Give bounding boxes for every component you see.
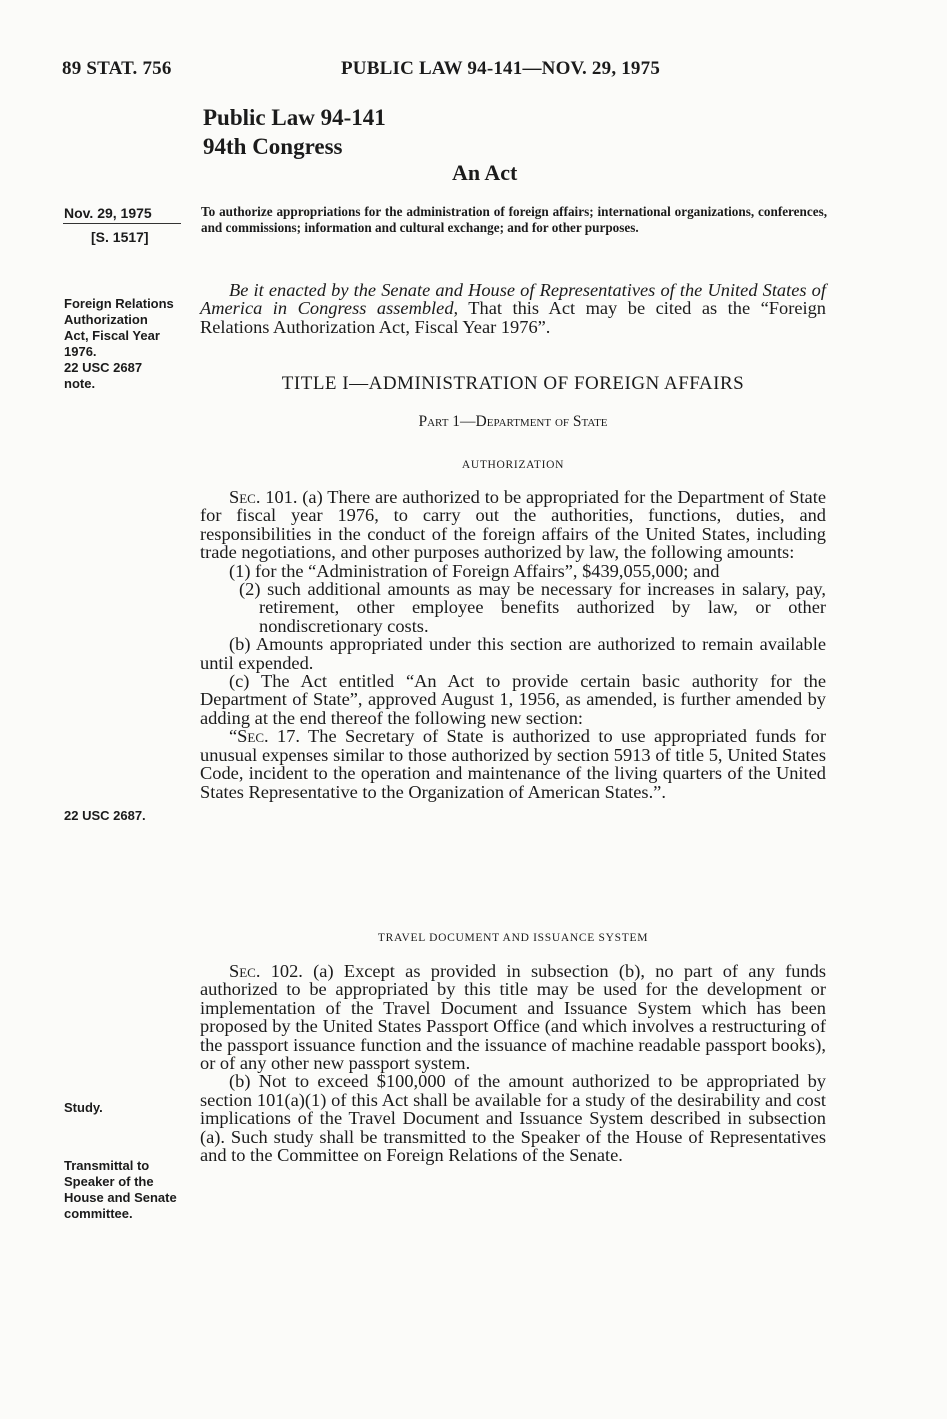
- title-heading: TITLE I—ADMINISTRATION OF FOREIGN AFFAIRS: [281, 373, 745, 394]
- sec101-a-text: 101. (a) There are authorized to be appropriated for the Department of State for fiscal year 1976, to carry out the authorities, functions, duties, and responsibilities in the conduct of the foreign affairs of the United States, including trade negotiations, and other purposes authorized by law, the following amounts:: [200, 487, 826, 563]
- margin-transmittal: [64, 1158, 177, 1222]
- margin-date: Nov. 29, 1975: [64, 205, 152, 221]
- margin-short-title-line: Foreign Relations: [64, 296, 174, 311]
- sec17-body: 17. The Secretary of State is authorized to use appropriated funds for unusual expenses similar to those authorized by section 5913 of title 5, United States Code, incident to the operation and maintenance of the living quarters of the United States Representative to the Organization of American States.”.: [200, 726, 826, 802]
- margin-transmittal-line: committee.: [64, 1206, 133, 1221]
- travel-document-heading: TRAVEL DOCUMENT AND ISSUANCE SYSTEM: [377, 932, 649, 944]
- sec101-item-2: (2) such additional amounts as may be necessary for increases in salary, pay, retirement, other employee benefits authorized by law, or other nondiscretionary costs.: [239, 579, 826, 636]
- sec-label: Sec.: [229, 487, 261, 507]
- margin-divider: [63, 223, 181, 224]
- margin-short-title-line: note.: [64, 376, 96, 391]
- authorization-heading: AUTHORIZATION: [461, 459, 565, 471]
- page-reference: 89 STAT. 756: [62, 58, 172, 79]
- public-law-number: Public Law 94-141: [203, 105, 386, 130]
- margin-short-title-line: Act, Fiscal Year: [64, 328, 160, 343]
- sec101-item-1: (1) for the “Administration of Foreign Affairs”, $439,055,000; and: [229, 560, 720, 581]
- short-title-text: That this Act may be cited as the “Foreign Relations Authorization Act, Fiscal Year 1976”.: [200, 298, 826, 337]
- margin-transmittal-line: House and Senate: [64, 1190, 177, 1205]
- sec101-a: [200, 488, 826, 562]
- margin-short-title-line: Authorization: [64, 312, 148, 327]
- congress-number: 94th Congress: [203, 134, 343, 159]
- sec101-c: (c) The Act entitled “An Act to provide certain basic authority for the Department of State”, approved August 1, 1956, as amended, is further amended by adding at the end thereof the following new section:: [200, 671, 826, 728]
- section-101: [200, 488, 826, 801]
- margin-short-title: [64, 296, 174, 392]
- sec102-a: [200, 962, 826, 1072]
- margin-bill-number: [S. 1517]: [91, 229, 149, 245]
- margin-transmittal-line: Transmittal to: [64, 1158, 150, 1173]
- enacting-formula: Be it enacted by the Senate and House of Representatives of the United States of America in Congress assembled,: [200, 280, 826, 319]
- margin-transmittal-line: Speaker of the: [64, 1174, 154, 1189]
- part-heading: Part 1—Department of State: [418, 413, 608, 430]
- sec17-text: [200, 727, 826, 801]
- sec-label: Sec.: [229, 961, 261, 981]
- running-title: PUBLIC LAW 94-141—NOV. 29, 1975: [341, 58, 661, 79]
- enacting-clause: [200, 281, 826, 336]
- sec102-a-text: 102. (a) Except as provided in subsection (b), no part of any funds authorized to be appropriated by this title may be used for the development or implementation of the Travel Document and Issuance System which has been proposed by the United States Passport Office (and which involves a restructuring of the passport issuance function and the issuance of machine readable passport books), or of any other new passport system.: [200, 961, 826, 1074]
- an-act-heading: An Act: [452, 160, 518, 185]
- open-quote: “: [229, 726, 238, 747]
- margin-short-title-line: 1976.: [64, 344, 97, 359]
- margin-study: Study.: [64, 1100, 103, 1115]
- sec-label: Sec.: [237, 726, 269, 747]
- sec101-b: (b) Amounts appropriated under this section are authorized to remain available until expended.: [200, 634, 826, 673]
- sec102-b: (b) Not to exceed $100,000 of the amount authorized to be appropriated by section 101(a)(1) of this Act shall be available for a study of the desirability and cost implications of the Travel Document and Issuance System described in subsection (a). Such study shall be transmitted to the Speaker of the House of Representatives and to the Committee on Foreign Relations of the Senate.: [200, 1071, 826, 1166]
- margin-short-title-line: 22 USC 2687: [64, 360, 143, 375]
- purpose-clause: To authorize appropriations for the administration of foreign affairs; international organizations, conferences, and commissions; information and cultural exchange; and for other purposes.: [201, 204, 827, 235]
- section-102: [200, 962, 826, 1164]
- margin-sec17-ref: 22 USC 2687.: [64, 808, 146, 823]
